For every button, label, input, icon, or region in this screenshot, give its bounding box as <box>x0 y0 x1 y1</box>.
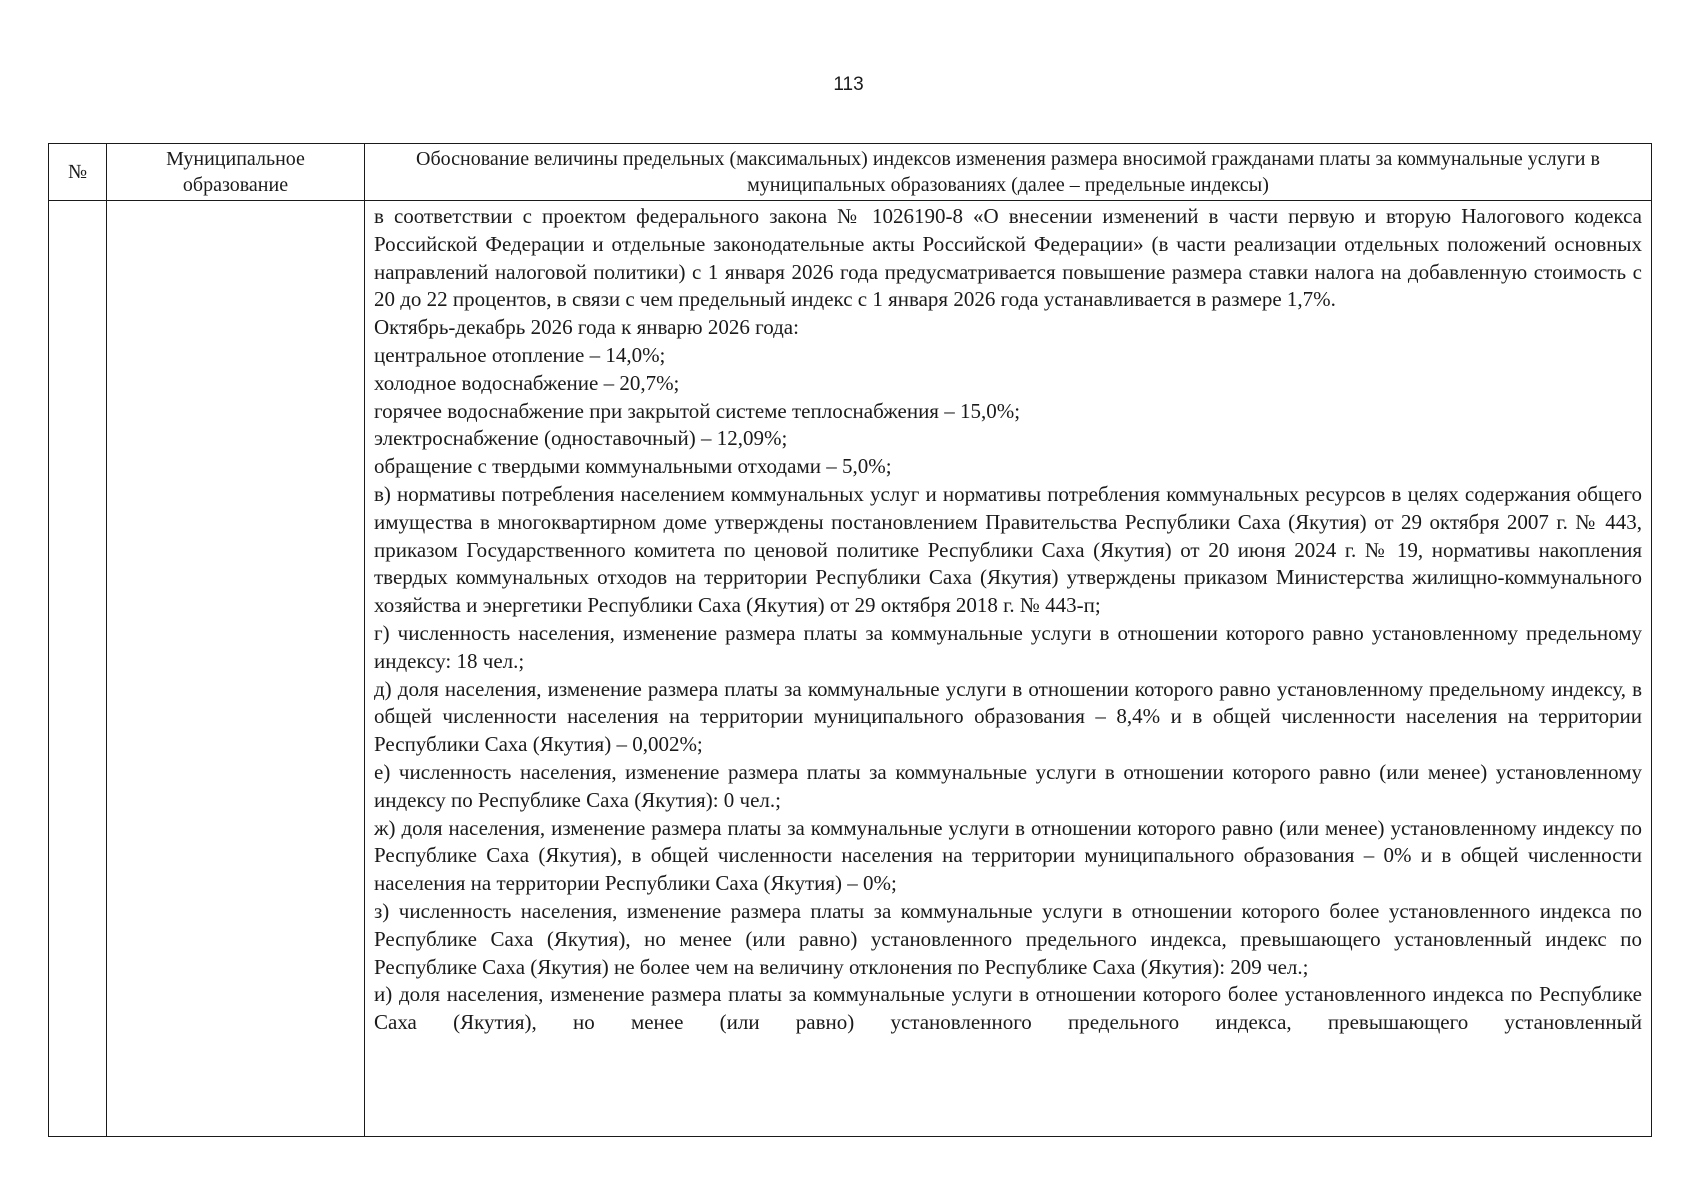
paragraph-item-zh: ж) доля населения, изменение размера платы за коммунальные услуги в отношении которого равно (или менее) установленному индексу по Республике Саха (Якутия), в общей численности населения на территории муниципального образования – 0% и в общей численности населения на территории Республики Саха (Якутия) – 0%; <box>374 815 1642 896</box>
paragraph-waste: обращение с твердыми коммунальными отходами – 5,0%; <box>374 454 892 479</box>
page-number: 113 <box>833 74 864 95</box>
paragraph-vat-change: в соответствии с проектом федерального закона № 1026190-8 «О внесении изменений в части первую и вторую Налогового кодекса Российской Федерации и отдельные законодательные акты Российской Федерации» (в части реализации отдельных положений основных направлений налоговой политики) с 1 января 2026 года предусматривается повышение размера ставки налога на добавленную стоимость с 20 до 22 процентов, в связи с чем предельный индекс с 1 января 2026 года устанавливается в размере 1,7%. <box>374 204 1642 312</box>
paragraph-heating: центральное отопление – 14,0%; <box>374 342 666 367</box>
header-number: № <box>49 144 107 201</box>
paragraph-item-v: в) нормативы потребления населением коммунальных услуг и нормативы потребления коммунальных ресурсов в целях содержания общего имущества в многоквартирном доме утверждены постановлением Правительства Республики Саха (Якутия) от 29 октября 2007 г. № 443, приказом Государственного комитета по ценовой политике Республики Саха (Якутия) от 20 июня 2024 г. № 19, нормативы накопления твердых коммунальных отходов на территории Республики Саха (Якутия) утверждены приказом Министерства жилищно-коммунального хозяйства и энергетики Республики Саха (Якутия) от 29 октября 2018 г. № 443-п; <box>374 481 1642 618</box>
paragraph-cold-water: холодное водоснабжение – 20,7%; <box>374 370 680 395</box>
table-row <box>49 201 1652 1137</box>
header-justification: Обоснование величины предельных (максимальных) индексов изменения размера вносимой гражданами платы за коммунальные услуги в муниципальных образованиях (далее – предельные индексы) <box>365 144 1652 201</box>
table-header <box>49 144 1652 201</box>
table-header-row <box>49 144 1652 201</box>
cell-justification <box>365 201 1652 1137</box>
paragraph-item-i: и) доля населения, изменение размера платы за коммунальные услуги в отношении которого более установленного индекса по Республике Саха (Якутия), но менее (или равно) установленного предельного индекса, превышающего установленный <box>374 982 1642 1035</box>
paragraph-item-z: з) численность населения, изменение размера платы за коммунальные услуги в отношении которого более установленного индекса по Республике Саха (Якутия), но менее (или равно) установленного предельного индекса, превышающего установленный индекс по Республике Саха (Якутия) не более чем на величину отклонения по Республике Саха (Якутия): 209 чел.; <box>374 898 1642 979</box>
paragraph-item-e: е) численность населения, изменение размера платы за коммунальные услуги в отношении которого равно (или менее) установленному индексу по Республике Саха (Якутия): 0 чел.; <box>374 759 1642 812</box>
paragraph-period: Октябрь-декабрь 2026 года к январю 2026 года: <box>374 315 799 340</box>
cell-number <box>49 201 107 1137</box>
paragraph-item-g: г) численность населения, изменение размера платы за коммунальные услуги в отношении которого равно установленному предельному индексу: 18 чел.; <box>374 620 1642 673</box>
paragraph-electricity: электроснабжение (одноставочный) – 12,09%; <box>374 426 788 451</box>
cell-municipality <box>107 201 365 1137</box>
paragraph-item-d: д) доля населения, изменение размера платы за коммунальные услуги в отношении которого равно установленному предельному индексу, в общей численности населения на территории муниципального образования – 8,4% и в общей численности населения на территории Республики Саха (Якутия) – 0,002%; <box>374 676 1642 757</box>
paragraph-hot-water: горячее водоснабжение при закрытой системе теплоснабжения – 15,0%; <box>374 398 1021 423</box>
justification-table <box>48 143 1652 1137</box>
header-municipality: Муниципальное образование <box>107 144 365 201</box>
